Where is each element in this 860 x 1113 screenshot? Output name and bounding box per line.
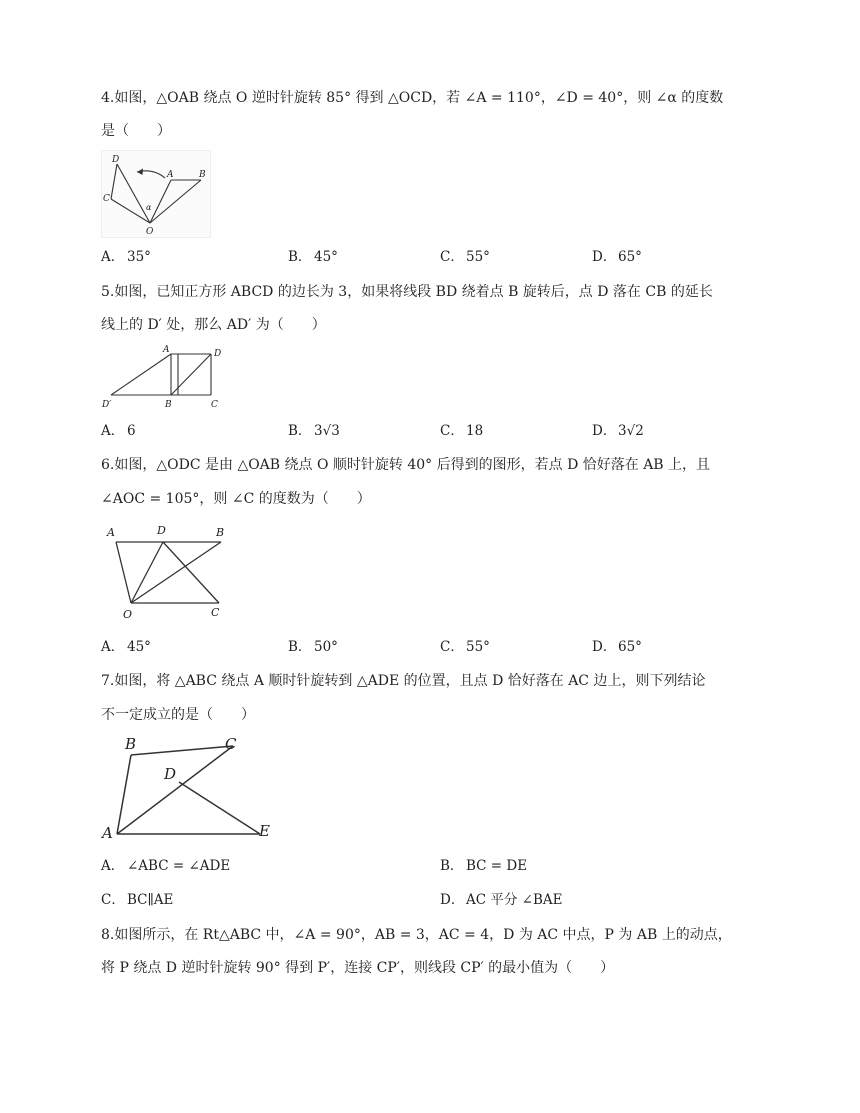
option-text: 6 <box>127 423 136 439</box>
option-text: 55° <box>466 249 490 265</box>
q6-label-d: D <box>157 524 166 537</box>
option-key: A． <box>101 639 125 655</box>
option-key: A． <box>101 858 125 874</box>
option-key: C． <box>440 249 464 265</box>
q6-option-a[interactable] <box>101 637 151 657</box>
q6-option-c[interactable] <box>440 637 490 657</box>
option-text: 45° <box>314 249 338 265</box>
option-key: A． <box>101 249 125 265</box>
q7-label-b: B <box>125 735 137 753</box>
q5-figure <box>101 343 231 411</box>
option-text: 65° <box>618 249 642 265</box>
q5-label-d: D <box>214 349 222 359</box>
option-key: C． <box>440 423 464 439</box>
q6-label-o: O <box>123 608 133 621</box>
q4-option-c[interactable] <box>440 247 490 267</box>
q4-option-d[interactable] <box>592 247 642 267</box>
q4-stem-line-2: 是（ ） <box>101 123 171 139</box>
q5-option-c[interactable] <box>440 421 483 441</box>
option-key: B． <box>288 423 312 439</box>
q5-option-b[interactable] <box>288 421 340 441</box>
option-text: 18 <box>466 423 484 439</box>
q8-stem-line-2: 将 P 绕点 D 逆时针旋转 90° 得到 P′，连接 CP′，则线段 CP′ 的最小值为（ ） <box>101 960 615 976</box>
option-key: D． <box>440 892 465 908</box>
option-text: 35° <box>127 249 151 265</box>
q7-figure <box>101 728 286 843</box>
q6-label-c: C <box>211 606 220 619</box>
q6-label-b: B <box>216 526 225 539</box>
option-text: 45° <box>127 639 151 655</box>
q7-label-d: D <box>164 765 177 783</box>
q6-stem-line-1: 6.如图，△ODC 是由 △OAB 绕点 O 顺时针旋转 40° 后得到的图形，若点 D 恰好落在 AB 上，且 <box>101 457 711 473</box>
q7-option-c[interactable] <box>101 890 173 910</box>
q6-figure <box>101 520 236 622</box>
q4-option-b[interactable] <box>288 247 338 267</box>
option-key: D． <box>592 423 617 439</box>
option-text: ∠ABC = ∠ADE <box>127 858 231 874</box>
option-key: C． <box>440 639 464 655</box>
q5-stem-line-2: 线上的 D′ 处，那么 AD′ 为（ ） <box>101 317 326 333</box>
q7-label-a: A <box>102 824 113 842</box>
q4-label-a: A <box>167 170 174 180</box>
option-text: 55° <box>466 639 490 655</box>
q8-stem-line-1: 8.如图所示，在 Rt△ABC 中，∠A = 90°，AB = 3，AC = 4，D 为 AC 中点，P 为 AB 上的动点， <box>101 927 732 943</box>
option-text: 3√2 <box>618 423 644 439</box>
q5-label-b: B <box>165 400 172 410</box>
option-key: D． <box>592 639 617 655</box>
q7-option-b[interactable] <box>440 856 527 876</box>
option-text: 50° <box>314 639 338 655</box>
option-text: 3√3 <box>314 423 340 439</box>
q4-label-b: B <box>199 170 206 180</box>
option-key: D． <box>592 249 617 265</box>
option-key: B． <box>288 639 312 655</box>
q5-label-a: A <box>163 345 170 355</box>
q5-label-c: C <box>211 400 218 410</box>
q5-label-dprime: D′ <box>102 400 112 410</box>
q4-stem-line-1: 4.如图，△OAB 绕点 O 逆时针旋转 85° 得到 △OCD，若 ∠A = 110°，∠D = 40°，则 ∠α 的度数 <box>101 90 724 106</box>
q5-option-d[interactable] <box>592 421 644 441</box>
option-key: B． <box>440 858 464 874</box>
q4-label-o: O <box>146 227 154 237</box>
q5-stem-line-1: 5.如图，已知正方形 ABCD 的边长为 3，如果将线段 BD 绕着点 B 旋转后，点 D 落在 CB 的延长 <box>101 284 713 300</box>
q4-label-c: C <box>103 194 110 204</box>
q6-stem-line-2: ∠AOC = 105°，则 ∠C 的度数为（ ） <box>101 491 371 507</box>
option-key: A． <box>101 423 125 439</box>
option-key: C． <box>101 892 125 908</box>
q4-option-a[interactable] <box>101 247 151 267</box>
option-text: 65° <box>618 639 642 655</box>
option-key: B． <box>288 249 312 265</box>
q7-option-a[interactable] <box>101 856 230 876</box>
q4-label-alpha: α <box>146 203 152 212</box>
q7-label-e: E <box>259 822 270 840</box>
q7-label-c: C <box>225 735 237 753</box>
q6-label-a: A <box>107 526 115 539</box>
q4-label-d: D <box>112 155 120 165</box>
q6-option-b[interactable] <box>288 637 338 657</box>
option-text: BC∥AE <box>127 892 174 908</box>
q4-figure <box>101 150 211 238</box>
option-text: AC 平分 ∠BAE <box>466 892 563 908</box>
q5-option-a[interactable] <box>101 421 136 441</box>
option-text: BC = DE <box>466 858 528 874</box>
q7-stem-line-2: 不一定成立的是（ ） <box>101 707 255 723</box>
q7-stem-line-1: 7.如图，将 △ABC 绕点 A 顺时针旋转到 △ADE 的位置，且点 D 恰好落在 AC 边上，则下列结论 <box>101 673 706 689</box>
q7-option-d[interactable] <box>440 890 563 910</box>
q6-option-d[interactable] <box>592 637 642 657</box>
